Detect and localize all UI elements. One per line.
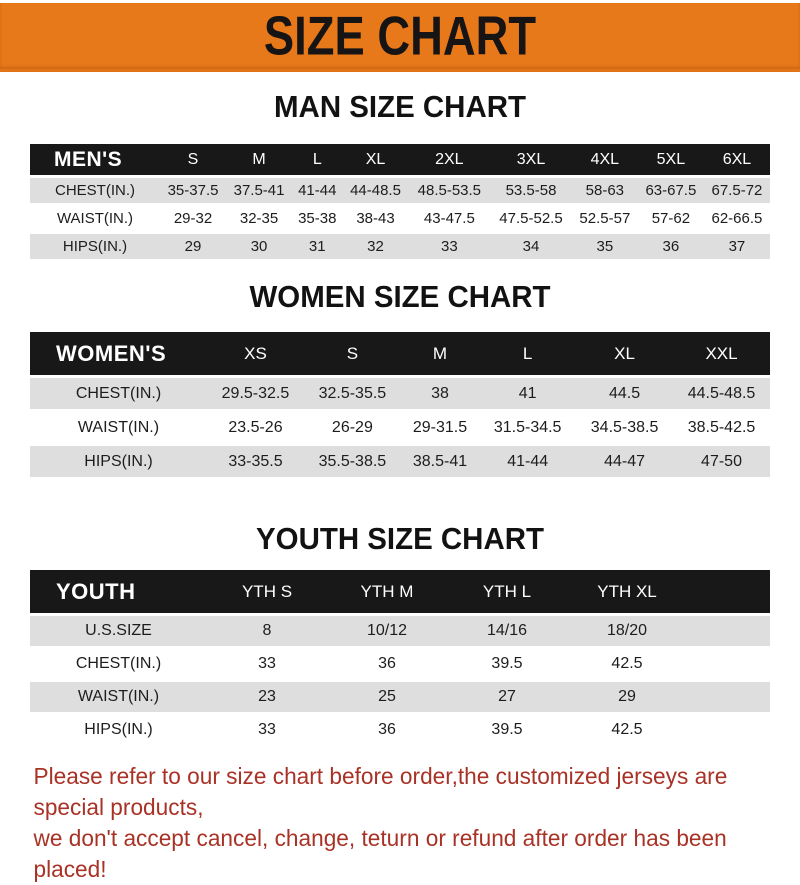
size-section	[0, 521, 800, 748]
measurement-label: CHEST(IN.)	[30, 648, 207, 681]
size-column-header: 6XL	[704, 144, 770, 177]
measurement-value: 33-35.5	[207, 445, 304, 479]
size-header-row	[30, 332, 770, 377]
measurement-value: 35-37.5	[160, 177, 226, 205]
measurement-value: 10/12	[327, 615, 447, 648]
size-section	[0, 89, 800, 262]
measurement-value: 32.5-35.5	[304, 377, 401, 411]
size-column-header: M	[401, 332, 479, 377]
size-column-header: YTH XL	[567, 570, 687, 615]
measurement-value: 41-44	[479, 445, 576, 479]
measurement-value: 38-43	[342, 205, 408, 233]
measurement-value: 44-47	[576, 445, 673, 479]
size-column-header: S	[304, 332, 401, 377]
measurement-value: 47-50	[673, 445, 770, 479]
measurement-row	[30, 377, 770, 411]
order-policy-note-line2: we don't accept cancel, change, teturn or refund after order has been placed!	[33, 825, 727, 883]
blank-cell	[687, 681, 770, 714]
measurement-value: 35.5-38.5	[304, 445, 401, 479]
blank-header-cell	[687, 570, 770, 615]
order-policy-note	[0, 761, 788, 885]
measurement-value: 47.5-52.5	[490, 205, 572, 233]
measurement-value: 36	[638, 233, 704, 261]
measurement-value: 67.5-72	[704, 177, 770, 205]
measurement-label: WAIST(IN.)	[30, 411, 207, 445]
measurement-value: 38.5-42.5	[673, 411, 770, 445]
measurement-row	[30, 681, 770, 714]
measurement-label: WAIST(IN.)	[30, 205, 160, 233]
measurement-value: 36	[327, 648, 447, 681]
size-header-row	[30, 144, 770, 177]
size-column-header: S	[160, 144, 226, 177]
measurement-value: 41-44	[292, 177, 342, 205]
measurement-value: 31.5-34.5	[479, 411, 576, 445]
measurement-value: 41	[479, 377, 576, 411]
measurement-value: 48.5-53.5	[409, 177, 491, 205]
measurement-value: 18/20	[567, 615, 687, 648]
measurement-value: 33	[409, 233, 491, 261]
section-heading: MAN SIZE CHART	[274, 89, 526, 124]
measurement-value: 29	[567, 681, 687, 714]
measurement-value: 57-62	[638, 205, 704, 233]
size-column-header: YTH M	[327, 570, 447, 615]
order-policy-note-line1: Please refer to our size chart before order,the customized jerseys are special products,	[33, 763, 728, 821]
measurement-label: CHEST(IN.)	[30, 177, 160, 205]
size-column-header: XXL	[673, 332, 770, 377]
measurement-row	[30, 177, 770, 205]
size-column-header: XL	[342, 144, 408, 177]
measurement-value: 42.5	[567, 648, 687, 681]
size-column-header: 4XL	[572, 144, 638, 177]
section-heading: WOMEN SIZE CHART	[249, 279, 551, 314]
size-column-header: XS	[207, 332, 304, 377]
measurement-value: 33	[207, 714, 327, 747]
measurement-value: 34.5-38.5	[576, 411, 673, 445]
measurement-value: 31	[292, 233, 342, 261]
size-table	[30, 332, 770, 480]
measurement-label: HIPS(IN.)	[30, 233, 160, 261]
measurement-value: 39.5	[447, 714, 567, 747]
size-chart-sections	[0, 89, 800, 748]
measurement-value: 38	[401, 377, 479, 411]
measurement-value: 33	[207, 648, 327, 681]
size-section	[0, 279, 800, 480]
blank-cell	[687, 648, 770, 681]
measurement-value: 34	[490, 233, 572, 261]
measurement-value: 32	[342, 233, 408, 261]
measurement-value: 29	[160, 233, 226, 261]
measurement-value: 8	[207, 615, 327, 648]
size-chart-banner	[0, 3, 800, 72]
measurement-value: 27	[447, 681, 567, 714]
blank-cell	[687, 615, 770, 648]
measurement-value: 23	[207, 681, 327, 714]
section-heading: YOUTH SIZE CHART	[256, 521, 544, 556]
size-column-header: XL	[576, 332, 673, 377]
size-column-header: M	[226, 144, 292, 177]
measurement-value: 25	[327, 681, 447, 714]
measurement-label: WAIST(IN.)	[30, 681, 207, 714]
measurement-value: 30	[226, 233, 292, 261]
measurement-row	[30, 615, 770, 648]
banner-title: SIZE CHART	[263, 5, 537, 67]
measurement-row	[30, 411, 770, 445]
measurement-value: 39.5	[447, 648, 567, 681]
measurement-row	[30, 648, 770, 681]
size-column-header: L	[479, 332, 576, 377]
measurement-label: HIPS(IN.)	[30, 714, 207, 747]
group-label: YOUTH	[30, 570, 207, 615]
measurement-value: 43-47.5	[409, 205, 491, 233]
measurement-row	[30, 714, 770, 747]
measurement-value: 37.5-41	[226, 177, 292, 205]
measurement-value: 14/16	[447, 615, 567, 648]
measurement-value: 62-66.5	[704, 205, 770, 233]
size-column-header: 3XL	[490, 144, 572, 177]
measurement-value: 36	[327, 714, 447, 747]
measurement-value: 35	[572, 233, 638, 261]
measurement-value: 53.5-58	[490, 177, 572, 205]
measurement-value: 63-67.5	[638, 177, 704, 205]
measurement-value: 44.5-48.5	[673, 377, 770, 411]
size-table	[30, 144, 770, 262]
measurement-value: 42.5	[567, 714, 687, 747]
measurement-value: 26-29	[304, 411, 401, 445]
group-label: MEN'S	[30, 144, 160, 177]
measurement-value: 35-38	[292, 205, 342, 233]
size-column-header: YTH S	[207, 570, 327, 615]
measurement-row	[30, 233, 770, 261]
measurement-row	[30, 205, 770, 233]
measurement-value: 38.5-41	[401, 445, 479, 479]
measurement-value: 29.5-32.5	[207, 377, 304, 411]
size-header-row	[30, 570, 770, 615]
size-column-header: YTH L	[447, 570, 567, 615]
measurement-value: 32-35	[226, 205, 292, 233]
measurement-label: U.S.SIZE	[30, 615, 207, 648]
measurement-value: 52.5-57	[572, 205, 638, 233]
measurement-value: 29-31.5	[401, 411, 479, 445]
group-label: WOMEN'S	[30, 332, 207, 377]
size-table	[30, 570, 770, 748]
measurement-label: HIPS(IN.)	[30, 445, 207, 479]
measurement-value: 44-48.5	[342, 177, 408, 205]
measurement-value: 37	[704, 233, 770, 261]
measurement-row	[30, 445, 770, 479]
measurement-value: 29-32	[160, 205, 226, 233]
blank-cell	[687, 714, 770, 747]
measurement-value: 23.5-26	[207, 411, 304, 445]
size-column-header: L	[292, 144, 342, 177]
measurement-label: CHEST(IN.)	[30, 377, 207, 411]
size-column-header: 5XL	[638, 144, 704, 177]
measurement-value: 58-63	[572, 177, 638, 205]
measurement-value: 44.5	[576, 377, 673, 411]
size-column-header: 2XL	[409, 144, 491, 177]
